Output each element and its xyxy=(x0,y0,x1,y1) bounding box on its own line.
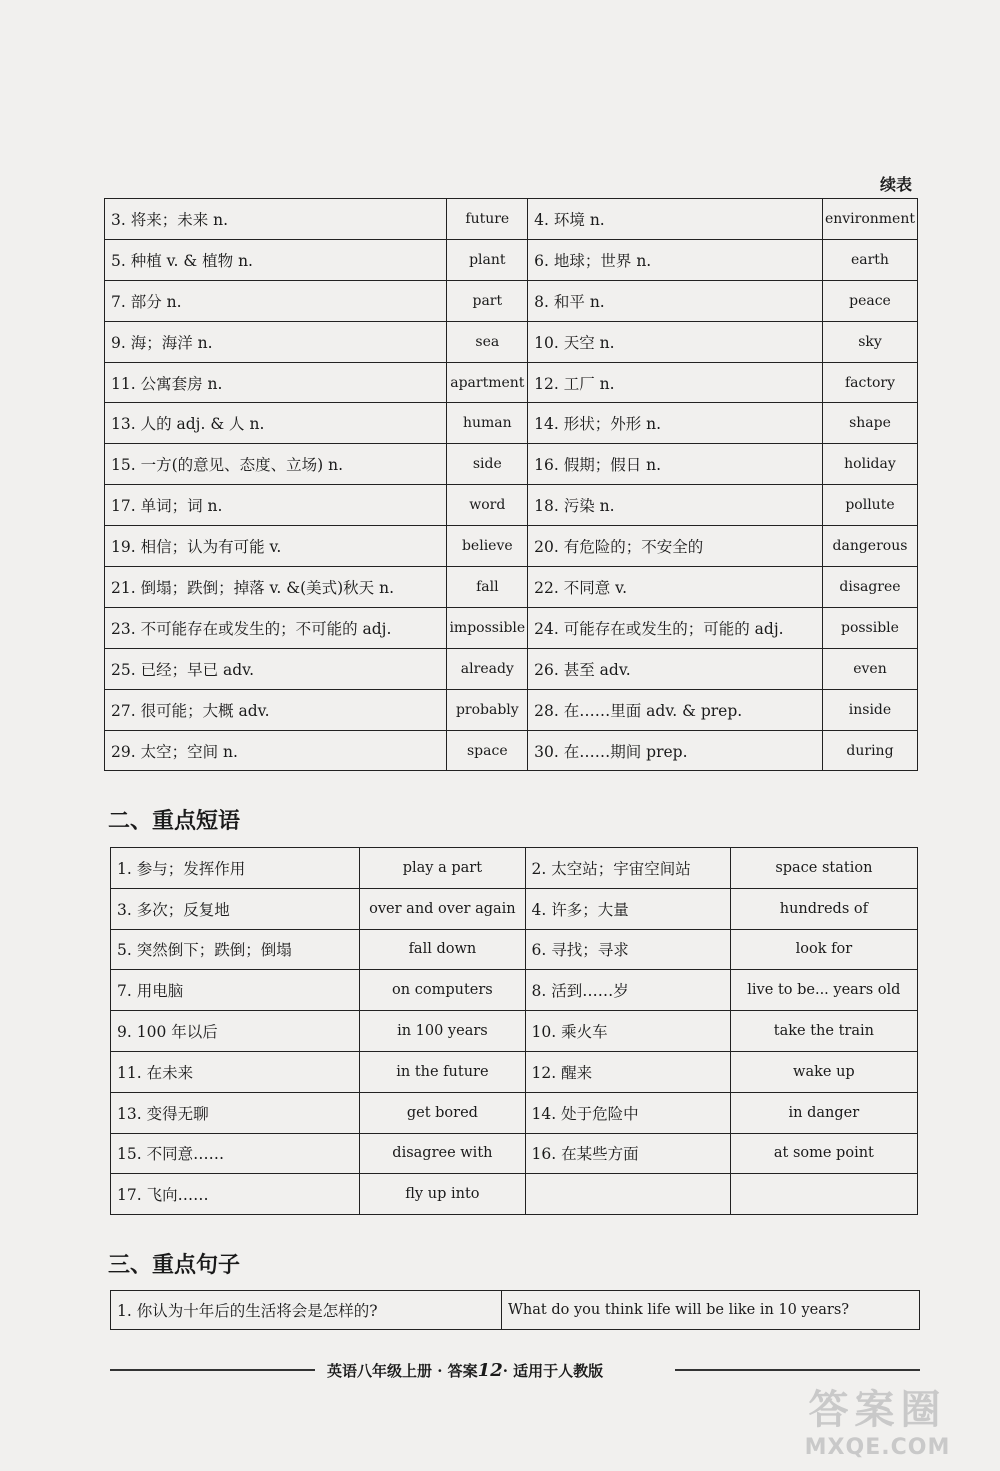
english-cell: sky xyxy=(822,321,917,362)
english-cell: in 100 years xyxy=(360,1011,525,1052)
continued-label: 续表 xyxy=(879,175,912,194)
phrase-row xyxy=(111,1011,918,1052)
english-cell: fall down xyxy=(360,929,525,970)
phrase-row xyxy=(111,970,918,1011)
english-cell: apartment xyxy=(447,362,528,403)
english-cell: disagree with xyxy=(360,1133,525,1174)
chinese-cell: 15. 不同意…… xyxy=(111,1133,360,1174)
english-cell: sea xyxy=(447,321,528,362)
page-footer xyxy=(110,1360,920,1380)
chinese-cell: 11. 在未来 xyxy=(111,1051,360,1092)
chinese-cell: 18. 污染 n. xyxy=(528,485,823,526)
chinese-cell: 15. 一方(的意见、态度、立场) n. xyxy=(105,444,447,485)
watermark-domain: MXQE.COM xyxy=(804,1435,951,1460)
section-title-phrases: 二、重点短语 xyxy=(108,809,241,834)
chinese-cell: 28. 在……里面 adv. & prep. xyxy=(528,689,823,730)
english-cell: shape xyxy=(822,403,917,444)
english-cell: inside xyxy=(822,689,917,730)
vocab-row xyxy=(105,567,918,608)
english-cell: wake up xyxy=(730,1051,917,1092)
vocab-row xyxy=(105,730,918,771)
english-cell: disagree xyxy=(822,567,917,608)
english-cell: part xyxy=(447,280,528,321)
english-cell: even xyxy=(822,648,917,689)
page-number: 12 xyxy=(477,1360,503,1381)
chinese-cell: 1. 参与；发挥作用 xyxy=(111,848,360,889)
vocab-row xyxy=(105,689,918,730)
phrase-row xyxy=(111,1133,918,1174)
chinese-cell: 1. 你认为十年后的生活将会是怎样的? xyxy=(111,1291,502,1330)
footer-rule-right xyxy=(675,1369,920,1371)
chinese-cell: 5. 突然倒下；跌倒；倒塌 xyxy=(111,929,360,970)
english-cell: holiday xyxy=(822,444,917,485)
english-cell: at some point xyxy=(730,1133,917,1174)
chinese-cell: 12. 醒来 xyxy=(525,1051,730,1092)
chinese-cell: 26. 甚至 adv. xyxy=(528,648,823,689)
vocab-row xyxy=(105,362,918,403)
chinese-cell: 14. 处于危险中 xyxy=(525,1092,730,1133)
chinese-cell: 9. 海；海洋 n. xyxy=(105,321,447,362)
english-cell: live to be... years old xyxy=(730,970,917,1011)
english-cell: impossible xyxy=(447,607,528,648)
english-cell: hundreds of xyxy=(730,888,917,929)
watermark-logo: 答案圈 xyxy=(808,1387,947,1433)
chinese-cell: 3. 将来；未来 n. xyxy=(105,199,447,240)
chinese-cell: 10. 天空 n. xyxy=(528,321,823,362)
english-cell: word xyxy=(447,485,528,526)
chinese-cell: 29. 太空；空间 n. xyxy=(105,730,447,771)
footer-edition: · 适用于人教版 xyxy=(502,1362,604,1380)
english-cell: possible xyxy=(822,607,917,648)
english-cell: peace xyxy=(822,280,917,321)
phrase-row xyxy=(111,848,918,889)
phrase-row xyxy=(111,1051,918,1092)
chinese-cell: 13. 变得无聊 xyxy=(111,1092,360,1133)
chinese-cell: 16. 在某些方面 xyxy=(525,1133,730,1174)
sentence-row xyxy=(111,1291,920,1330)
chinese-cell: 8. 和平 n. xyxy=(528,280,823,321)
english-cell: What do you think life will be like in 10 years? xyxy=(502,1291,920,1330)
english-cell: fly up into xyxy=(360,1174,525,1215)
chinese-cell: 21. 倒塌；跌倒；掉落 v. &(美式)秋天 n. xyxy=(105,567,447,608)
section-title-sentences: 三、重点句子 xyxy=(108,1253,241,1278)
english-cell: look for xyxy=(730,929,917,970)
chinese-cell: 6. 地球；世界 n. xyxy=(528,239,823,280)
vocab-row xyxy=(105,444,918,485)
chinese-cell: 11. 公寓套房 n. xyxy=(105,362,447,403)
english-cell xyxy=(730,1174,917,1215)
chinese-cell: 3. 多次；反复地 xyxy=(111,888,360,929)
chinese-cell: 25. 已经；早已 adv. xyxy=(105,648,447,689)
sentences-table xyxy=(110,1290,920,1330)
phrase-row xyxy=(111,1174,918,1215)
english-cell: human xyxy=(447,403,528,444)
english-cell: future xyxy=(447,199,528,240)
footer-rule-left xyxy=(110,1369,315,1371)
english-cell: probably xyxy=(447,689,528,730)
vocab-row xyxy=(105,607,918,648)
english-cell: already xyxy=(447,648,528,689)
chinese-cell: 20. 有危险的；不安全的 xyxy=(528,526,823,567)
english-cell: dangerous xyxy=(822,526,917,567)
chinese-cell: 8. 活到……岁 xyxy=(525,970,730,1011)
vocabulary-table xyxy=(104,198,918,771)
chinese-cell: 23. 不可能存在或发生的；不可能的 adj. xyxy=(105,607,447,648)
phrases-table xyxy=(110,847,918,1215)
english-cell: plant xyxy=(447,239,528,280)
english-cell: space xyxy=(447,730,528,771)
phrase-row xyxy=(111,929,918,970)
english-cell: fall xyxy=(447,567,528,608)
vocab-row xyxy=(105,648,918,689)
chinese-cell: 7. 部分 n. xyxy=(105,280,447,321)
english-cell: get bored xyxy=(360,1092,525,1133)
chinese-cell: 19. 相信；认为有可能 v. xyxy=(105,526,447,567)
phrase-row xyxy=(111,888,918,929)
english-cell: factory xyxy=(822,362,917,403)
english-cell: in danger xyxy=(730,1092,917,1133)
vocab-row xyxy=(105,239,918,280)
chinese-cell: 6. 寻找；寻求 xyxy=(525,929,730,970)
english-cell: earth xyxy=(822,239,917,280)
vocab-row xyxy=(105,321,918,362)
english-cell: over and over again xyxy=(360,888,525,929)
chinese-cell: 13. 人的 adj. & 人 n. xyxy=(105,403,447,444)
chinese-cell: 17. 飞向…… xyxy=(111,1174,360,1215)
chinese-cell: 4. 许多；大量 xyxy=(525,888,730,929)
chinese-cell: 14. 形状；外形 n. xyxy=(528,403,823,444)
footer-text xyxy=(327,1360,603,1381)
chinese-cell: 12. 工厂 n. xyxy=(528,362,823,403)
chinese-cell: 27. 很可能；大概 adv. xyxy=(105,689,447,730)
english-cell: environment xyxy=(822,199,917,240)
vocab-row xyxy=(105,280,918,321)
chinese-cell: 4. 环境 n. xyxy=(528,199,823,240)
english-cell: space station xyxy=(730,848,917,889)
english-cell: on computers xyxy=(360,970,525,1011)
english-cell: believe xyxy=(447,526,528,567)
chinese-cell: 17. 单词；词 n. xyxy=(105,485,447,526)
chinese-cell xyxy=(525,1174,730,1215)
english-cell: pollute xyxy=(822,485,917,526)
english-cell: during xyxy=(822,730,917,771)
vocab-row xyxy=(105,485,918,526)
english-cell: side xyxy=(447,444,528,485)
vocab-row xyxy=(105,199,918,240)
watermark xyxy=(775,1378,980,1468)
chinese-cell: 7. 用电脑 xyxy=(111,970,360,1011)
footer-book-title: 英语八年级上册 · 答案 xyxy=(327,1362,478,1380)
chinese-cell: 22. 不同意 v. xyxy=(528,567,823,608)
english-cell: take the train xyxy=(730,1011,917,1052)
phrase-row xyxy=(111,1092,918,1133)
chinese-cell: 9. 100 年以后 xyxy=(111,1011,360,1052)
chinese-cell: 2. 太空站；宇宙空间站 xyxy=(525,848,730,889)
chinese-cell: 16. 假期；假日 n. xyxy=(528,444,823,485)
chinese-cell: 5. 种植 v. & 植物 n. xyxy=(105,239,447,280)
vocab-row xyxy=(105,526,918,567)
vocab-row xyxy=(105,403,918,444)
chinese-cell: 10. 乘火车 xyxy=(525,1011,730,1052)
chinese-cell: 30. 在……期间 prep. xyxy=(528,730,823,771)
chinese-cell: 24. 可能存在或发生的；可能的 adj. xyxy=(528,607,823,648)
english-cell: play a part xyxy=(360,848,525,889)
english-cell: in the future xyxy=(360,1051,525,1092)
